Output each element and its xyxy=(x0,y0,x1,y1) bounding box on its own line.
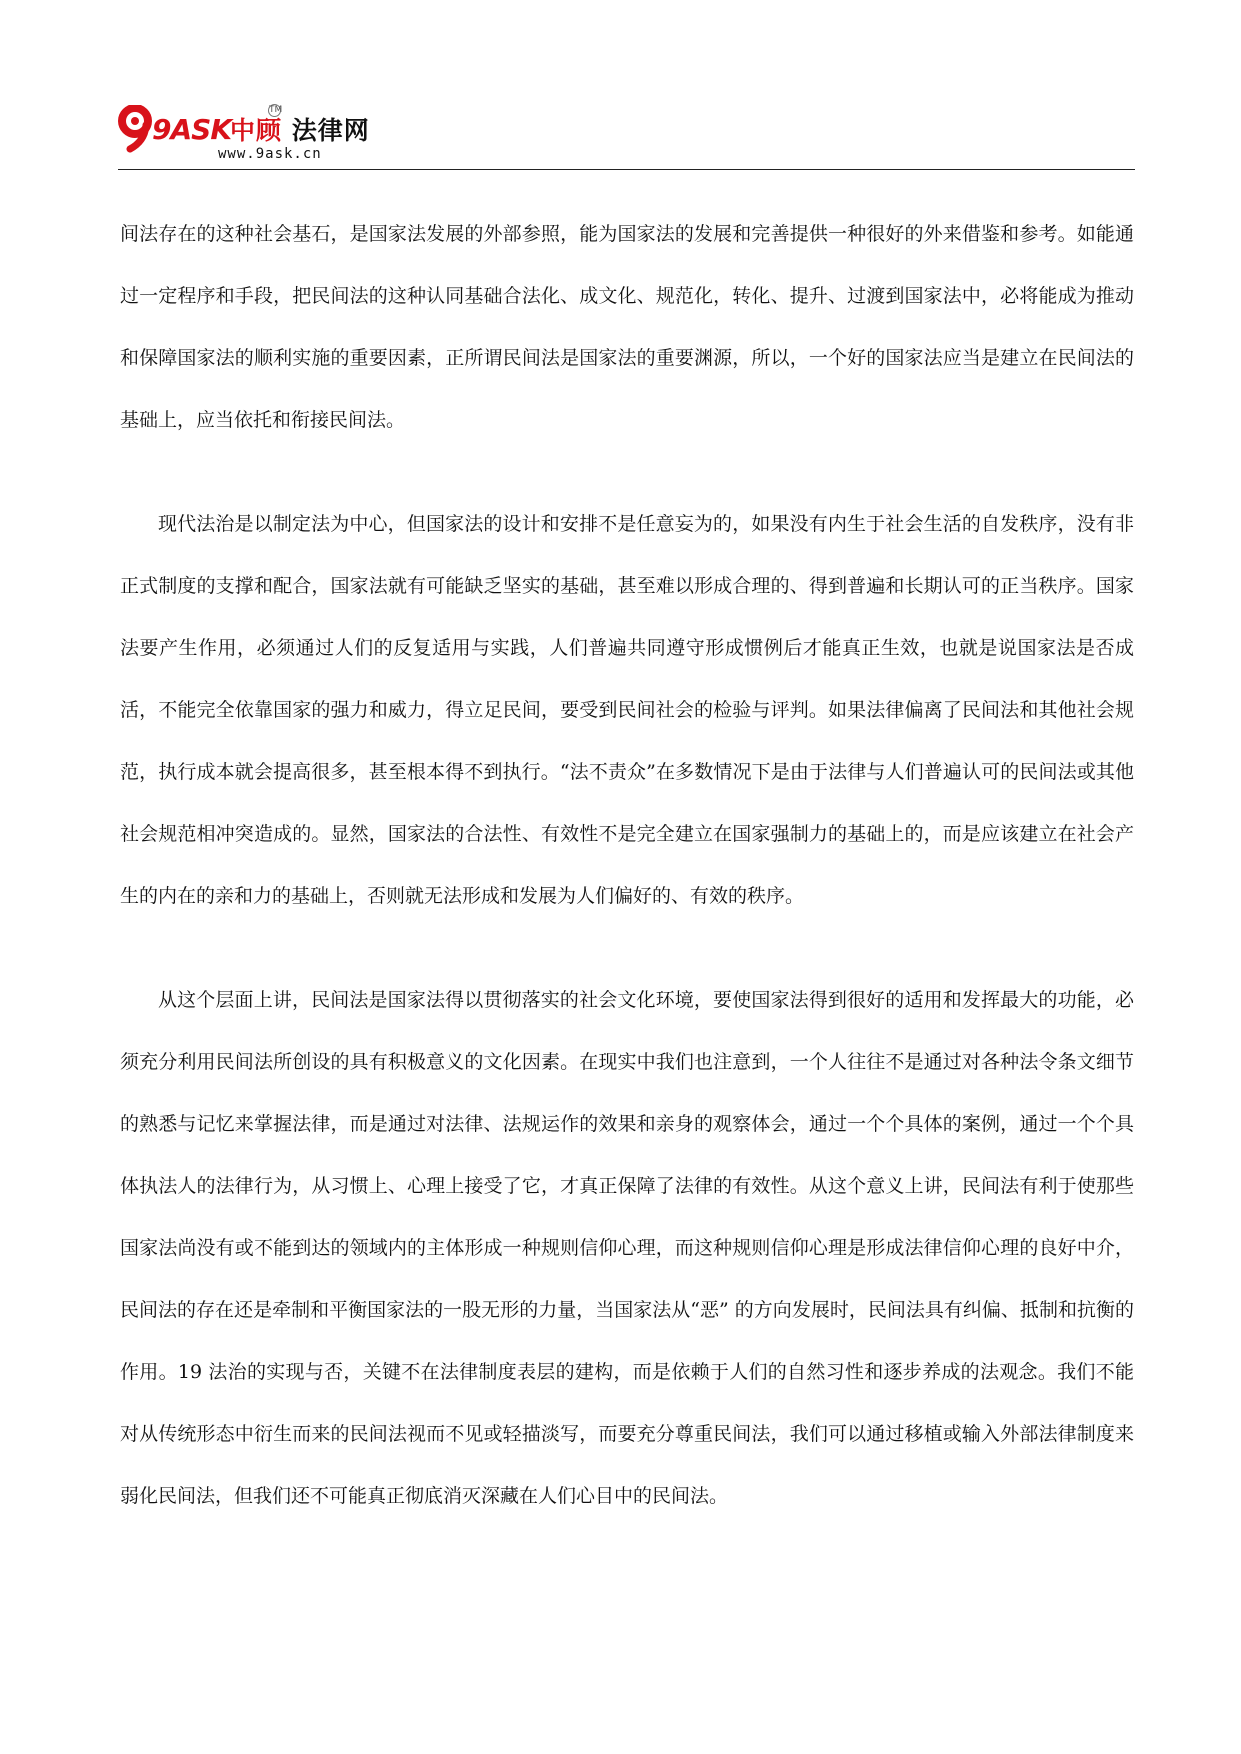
logo-cn-text xyxy=(230,111,370,147)
site-logo[interactable] xyxy=(118,105,448,165)
article-body xyxy=(120,203,1134,1569)
logo-trademark-mark: TM xyxy=(269,105,283,115)
header-divider xyxy=(118,169,1135,170)
logo-cn-part-a: 中顾 xyxy=(230,116,283,145)
logo-url-text: www.9ask.cn xyxy=(218,146,322,162)
paragraph-1: 间法存在的这种社会基石，是国家法发展的外部参照，能为国家法的发展和完善提供一种很好的外来借鉴和参考。如能通过一定程序和手段，把民间法的这种认同基础合法化、成文化、规范化，转化、提升、过渡到国家法中，必将能成为推动和保障国家法的顺利实施的重要因素，正所谓民间法是国家法的重要渊源，所以，一个好的国家法应当是建立在民间法的基础上，应当依托和衔接民间法。 xyxy=(120,223,1134,431)
paragraph-2: 现代法治是以制定法为中心，但国家法的设计和安排不是任意妄为的，如果没有内生于社会生活的自发秩序，没有非正式制度的支撑和配合，国家法就有可能缺乏坚实的基础，甚至难以形成合理的、得到普遍和长期认可的正当秩序。国家法要产生作用，必须通过人们的反复适用与实践，人们普遍共同遵守形成惯例后才能真正生效，也就是说国家法是否成活，不能完全依靠国家的强力和威力，得立足民间，要受到民间社会的检验与评判。如果法律偏离了民间法和其他社会规范，执行成本就会提高很多，甚至根本得不到执行。“法不责众”在多数情况下是由于法律与人们普遍认可的民间法或其他社会规范相冲突造成的。显然，国家法的合法性、有效性不是完全建立在国家强制力的基础上的，而是应该建立在社会产生的内在的亲和力的基础上，否则就无法形成和发展为人们偏好的、有效的秩序。 xyxy=(120,513,1134,907)
paragraph-3: 从这个层面上讲，民间法是国家法得以贯彻落实的社会文化环境，要使国家法得到很好的适用和发挥最大的功能，必须充分利用民间法所创设的具有积极意义的文化因素。在现实中我们也注意到，一个人往往不是通过对各种法令条文细节的熟悉与记忆来掌握法律，而是通过对法律、法规运作的效果和亲身的观察体会，通过一个个具体的案例，通过一个个具体执法人的法律行为，从习惯上、心理上接受了它，才真正保障了法律的有效性。从这个意义上讲，民间法有利于使那些国家法尚没有或不能到达的领域内的主体形成一种规则信仰心理，而这种规则信仰心理是形成法律信仰心理的良好中介，民间法的存在还是牵制和平衡国家法的一股无形的力量，当国家法从“恶” 的方向发展时，民间法具有纠偏、抵制和抗衡的作用。19 法治的实现与否，关键不在法律制度表层的建构，而是依赖于人们的自然习性和逐步养成的法观念。我们不能对从传统形态中衍生而来的民间法视而不见或轻描淡写，而要充分尊重民间法，我们可以通过移植或输入外部法律制度来弱化民间法，但我们还不可能真正彻底消灭深藏在人们心目中的民间法。 xyxy=(120,989,1134,1507)
logo-cn-part-b: 法律网 xyxy=(291,116,370,145)
logo-9-icon xyxy=(118,105,154,153)
page-header xyxy=(118,93,1135,169)
logo-ask-text: 9ASK xyxy=(152,113,232,146)
